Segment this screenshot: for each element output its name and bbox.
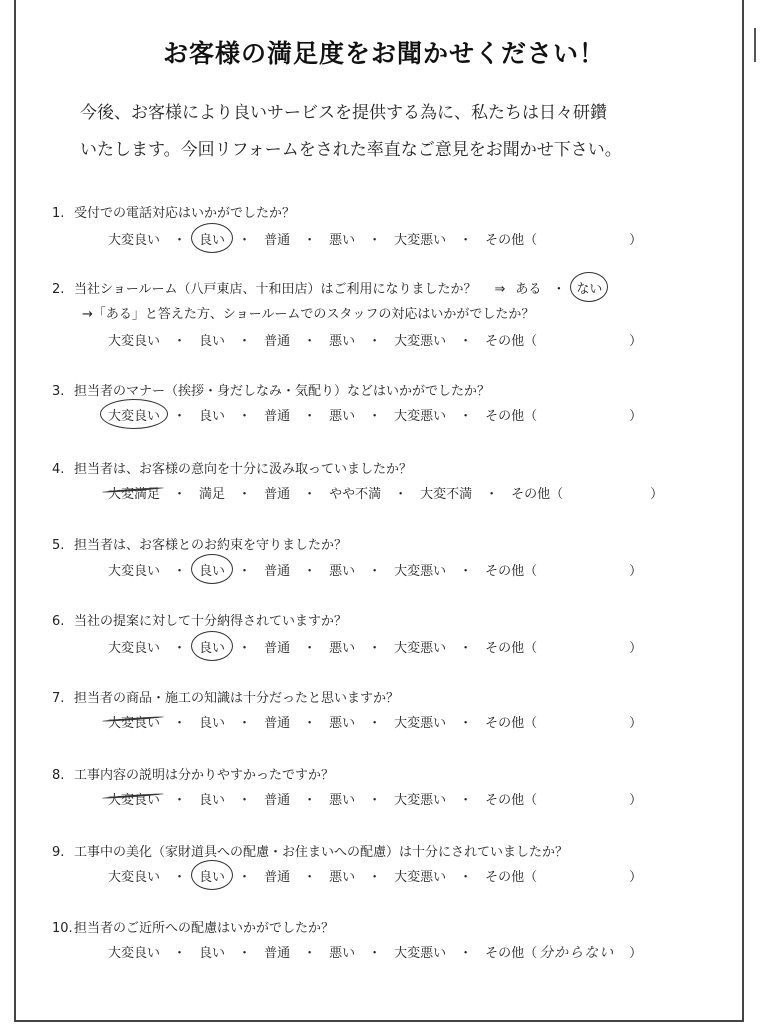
question-text: 担当者のご近所への配慮はいかがでしたか？ [74,921,335,936]
answer-option[interactable]: 大変悪い [394,641,447,656]
separator: ・ [173,870,187,885]
close-paren: ） [629,334,643,349]
separator: ・ [303,564,317,579]
separator: ・ [238,487,252,502]
answer-option[interactable]: 良い [197,560,227,579]
question-text: 当社の提案に対して十分納得されていますか？ [74,614,348,629]
answer-option[interactable]: 普通 [264,946,291,961]
answer-option[interactable]: 大変良い [108,641,161,656]
question-text: 当社ショールーム（八戸東店、十和田店）はご利用になりましたか？ [74,282,477,297]
answer-option[interactable]: 普通 [264,233,291,248]
answer-option[interactable]: 悪い [329,233,356,248]
close-paren: ） [629,233,643,248]
question-7 [52,687,399,706]
answer-option[interactable]: 悪い [329,334,356,349]
handwritten-note: 分からない [539,945,615,961]
separator: ・ [459,334,473,349]
answer-option[interactable]: その他（ [485,946,538,961]
answer-option[interactable]: その他（ [485,793,538,808]
answer-option[interactable]: 大変良い [108,334,161,349]
answer-option[interactable]: 大変不満 [420,487,473,502]
options-row [106,789,642,808]
separator: ・ [173,409,187,424]
answer-option[interactable]: 大変悪い [394,564,447,579]
question-text: 担当者は、お客様とのお約束を守りましたか？ [74,538,348,553]
separator: ・ [368,564,382,579]
answer-option[interactable]: 良い [197,866,227,885]
question-text: 担当者は、お客様の意向を十分に汲み取っていましたか？ [74,462,413,477]
answer-option[interactable]: 大変良い [106,712,162,731]
answer-option[interactable]: 悪い [329,870,356,885]
options-row [106,229,642,248]
separator: ・ [368,946,382,961]
answer-option[interactable]: 普通 [264,716,291,731]
answer-option[interactable]: その他（ [485,334,538,349]
separator: ・ [552,282,566,297]
question-4 [52,458,412,477]
answer-option[interactable]: 悪い [329,564,356,579]
separator: ・ [303,793,317,808]
question-number: 1. [52,206,65,221]
close-paren: ） [629,564,643,579]
separator: ・ [303,870,317,885]
answer-option[interactable]: 良い [199,409,226,424]
answer-option[interactable]: 普通 [264,793,291,808]
separator: ・ [368,409,382,424]
separator: ・ [303,641,317,656]
answer-option[interactable]: 普通 [264,409,291,424]
question-text: 担当者のマナー（挨拶・身だしなみ・気配り）などはいかがでしたか？ [74,384,491,399]
question-8 [52,764,334,783]
arrow: ⇒ [494,282,506,297]
answer-option[interactable]: 良い [199,716,226,731]
separator: ・ [238,793,252,808]
answer-option[interactable]: 悪い [329,716,356,731]
answer-option[interactable]: その他（ [485,233,538,248]
separator: ・ [368,233,382,248]
separator: ・ [368,334,382,349]
separator: ・ [459,716,473,731]
answer-option[interactable]: 大変良い [108,564,161,579]
question-6 [52,610,347,629]
answer-option[interactable]: 悪い [329,409,356,424]
close-paren: ） [629,409,643,424]
separator: ・ [303,334,317,349]
answer-option[interactable]: 良い [197,637,227,656]
question-text: 担当者の商品・施工の知識は十分だったと思いますか？ [74,691,400,706]
answer-option[interactable]: 悪い [329,793,356,808]
answer-option[interactable]: 悪い [329,641,356,656]
intro-line-2: いたします。今回リフォームをされた率直なご意見をお聞かせ下さい。 [80,140,622,160]
answer-option[interactable]: 大変悪い [394,716,447,731]
question-number: 2. [52,282,65,297]
visit-no-option[interactable]: ない [576,278,602,297]
question-number: 8. [52,768,65,783]
separator: ・ [368,793,382,808]
question-number: 9. [52,845,65,860]
question-number: 10. [52,921,73,936]
answer-option[interactable]: 普通 [264,564,291,579]
separator: ・ [459,409,473,424]
separator: ・ [459,870,473,885]
close-paren: ） [629,793,643,808]
separator: ・ [238,641,252,656]
close-paren: ） [629,716,643,731]
answer-option[interactable]: 大変悪い [394,870,447,885]
options-row [106,637,642,656]
intro-line-1: 今後、お客様により良いサービスを提供する為に、私たちは日々研鑽 [80,103,607,123]
separator: ・ [303,946,317,961]
answer-option[interactable]: 大変良い [108,946,161,961]
options-row [106,712,642,731]
separator: ・ [238,409,252,424]
options-row [106,330,642,349]
question-3 [52,380,490,399]
separator: ・ [303,716,317,731]
answer-option[interactable]: 良い [199,946,226,961]
separator: ・ [238,334,252,349]
options-row [106,405,642,424]
options-row [106,866,642,885]
separator: ・ [173,334,187,349]
answer-option[interactable]: その他（ [485,870,538,885]
separator: ・ [238,564,252,579]
separator: ・ [459,564,473,579]
answer-option[interactable]: 大変良い [106,405,162,424]
close-paren: ） [629,946,643,961]
separator: ・ [238,870,252,885]
separator: ・ [368,641,382,656]
separator: ・ [459,233,473,248]
answer-option[interactable]: やや不満 [329,487,382,502]
separator: ・ [368,870,382,885]
separator: ・ [173,716,187,731]
other-answer-field[interactable] [539,942,629,962]
answer-option[interactable]: その他（ [485,564,538,579]
options-row [106,560,642,579]
separator: ・ [368,716,382,731]
question-text: 工事内容の説明は分かりやすかったですか？ [74,768,335,783]
answer-option[interactable]: 大変悪い [394,946,447,961]
answer-option[interactable]: 大変悪い [394,334,447,349]
answer-option[interactable]: その他（ [485,409,538,424]
question-number: 4. [52,462,65,477]
answer-option[interactable]: その他（ [511,487,564,502]
separator: ・ [303,409,317,424]
answer-option[interactable]: 満足 [199,487,226,502]
separator: ・ [394,487,408,502]
survey-title: お客様の満足度をお聞かせください！ [162,39,605,68]
question-text: 工事中の美化（家財道具への配慮・お住まいへの配慮）は十分にされていましたか？ [74,845,569,860]
question-2-followup: →「ある」と答えた方、ショールームでのスタッフの対応はいかがでしたか？ [82,307,535,322]
separator: ・ [459,793,473,808]
answer-option[interactable]: その他（ [485,641,538,656]
separator: ・ [238,716,252,731]
separator: ・ [173,487,187,502]
answer-option[interactable]: 普通 [264,334,291,349]
separator: ・ [173,946,187,961]
separator: ・ [485,487,499,502]
answer-option[interactable]: その他（ [485,716,538,731]
visit-yes-option[interactable]: ある [515,282,542,297]
separator: ・ [303,233,317,248]
question-2 [52,278,602,297]
question-text: 受付での電話対応はいかがでしたか？ [74,206,296,221]
options-row [106,942,642,962]
answer-option[interactable]: 大変悪い [394,793,447,808]
close-paren: ） [650,487,664,502]
answer-option[interactable]: 普通 [264,487,291,502]
question-number: 5. [52,538,65,553]
separator: ・ [238,946,252,961]
separator: ・ [173,564,187,579]
answer-option[interactable]: 大変悪い [394,233,447,248]
question-9 [52,841,568,860]
answer-option[interactable]: 良い [197,229,227,248]
answer-option[interactable]: 大変満足 [106,483,162,502]
separator: ・ [173,793,187,808]
options-row [106,483,663,502]
question-number: 6. [52,614,65,629]
answer-option[interactable]: 大変良い [106,789,162,808]
question-number: 7. [52,691,65,706]
separator: ・ [238,233,252,248]
question-5 [52,534,347,553]
separator: ・ [173,233,187,248]
question-10 [52,917,334,936]
answer-option[interactable]: 大変悪い [394,409,447,424]
answer-option[interactable]: 普通 [264,870,291,885]
answer-option[interactable]: 普通 [264,641,291,656]
answer-option[interactable]: 良い [199,334,226,349]
question-number: 3. [52,384,65,399]
separator: ・ [459,946,473,961]
answer-option[interactable]: 大変良い [108,233,161,248]
separator: ・ [303,487,317,502]
separator: ・ [173,641,187,656]
separator: ・ [459,641,473,656]
answer-option[interactable]: 大変良い [108,870,161,885]
answer-option[interactable]: 良い [199,793,226,808]
close-paren: ） [629,870,643,885]
question-1 [52,202,295,221]
close-paren: ） [629,641,643,656]
answer-option[interactable]: 悪い [329,946,356,961]
